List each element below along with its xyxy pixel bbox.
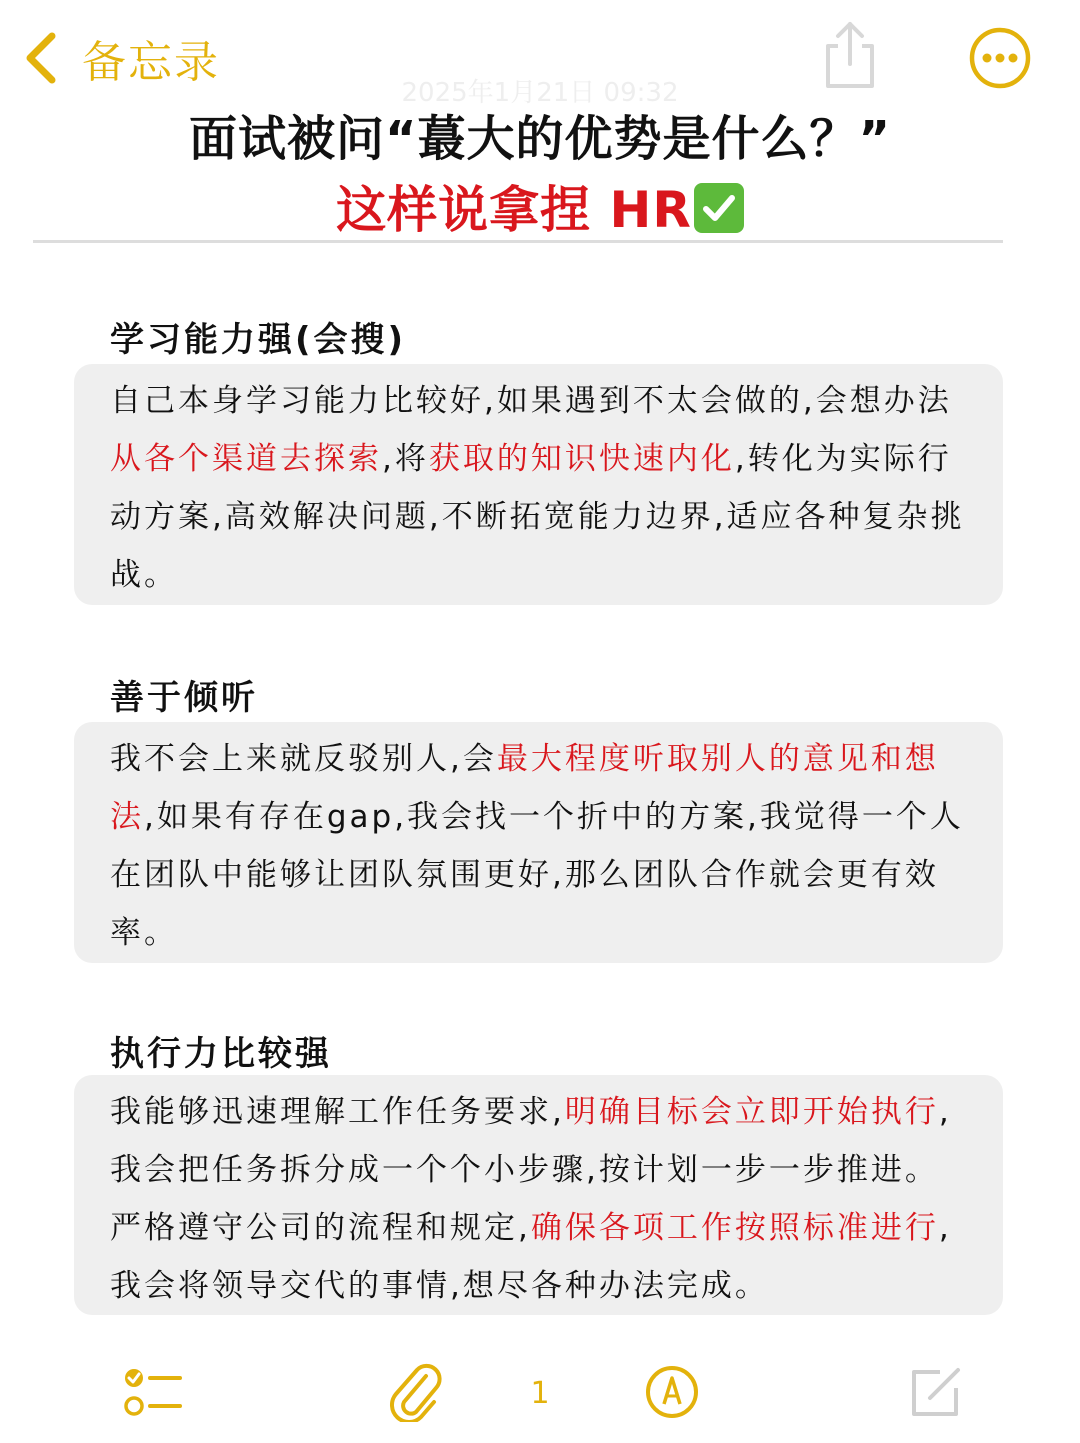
pen-tip-circle-icon bbox=[644, 1364, 700, 1420]
section-heading: 执行力比较强 bbox=[110, 1034, 332, 1074]
page-subtitle bbox=[0, 170, 1080, 242]
compose-icon bbox=[906, 1362, 966, 1422]
checklist-icon bbox=[122, 1364, 184, 1420]
attachment-button[interactable] bbox=[386, 1358, 442, 1426]
section-body: 我不会上来就反驳别人,会最大程度听取别人的意见和想法,如果有存在gap,我会找一个折中的方案,我觉得一个人在团队中能够让团队氛围更好,那么团队合作就会更有效率。 bbox=[110, 741, 964, 951]
markup-button[interactable] bbox=[644, 1364, 700, 1424]
back-label: 备忘录 bbox=[82, 37, 220, 88]
checklist-button[interactable] bbox=[122, 1364, 184, 1424]
section-card bbox=[74, 1075, 1003, 1315]
check-mark-icon bbox=[694, 183, 744, 233]
note-date: 2025年1月21日 09:32 bbox=[401, 78, 679, 108]
section-heading: 学习能力强(会搜) bbox=[110, 320, 407, 360]
page-number: 1 bbox=[530, 1376, 550, 1411]
section-card bbox=[74, 722, 1003, 963]
page-title: 面试被问“蕞大的优势是什么？” bbox=[188, 111, 892, 167]
section-body: 我能够迅速理解工作任务要求,明确目标会立即开始执行,我会把任务拆分成一个个小步骤,按计划一步一步推进。严格遵守公司的流程和规定,确保各项工作按照标准进行,我会将领导交代的事情,想尽各种办法完成。 bbox=[110, 1094, 952, 1304]
section-body: 自己本身学习能力比较好,如果遇到不太会做的,会想办法从各个渠道去探索,将获取的知识快速内化,转化为实际行动方案,高效解决问题,不断拓宽能力边界,适应各种复杂挑战。 bbox=[110, 383, 965, 593]
section-card bbox=[74, 364, 1003, 605]
paperclip-icon bbox=[386, 1358, 442, 1422]
section-heading: 善于倾听 bbox=[110, 678, 258, 718]
compose-button[interactable] bbox=[906, 1362, 966, 1426]
bottom-toolbar bbox=[0, 1350, 1080, 1440]
title-divider bbox=[33, 240, 1003, 243]
subtitle-text: 这样说拿捏 HR bbox=[336, 181, 692, 239]
